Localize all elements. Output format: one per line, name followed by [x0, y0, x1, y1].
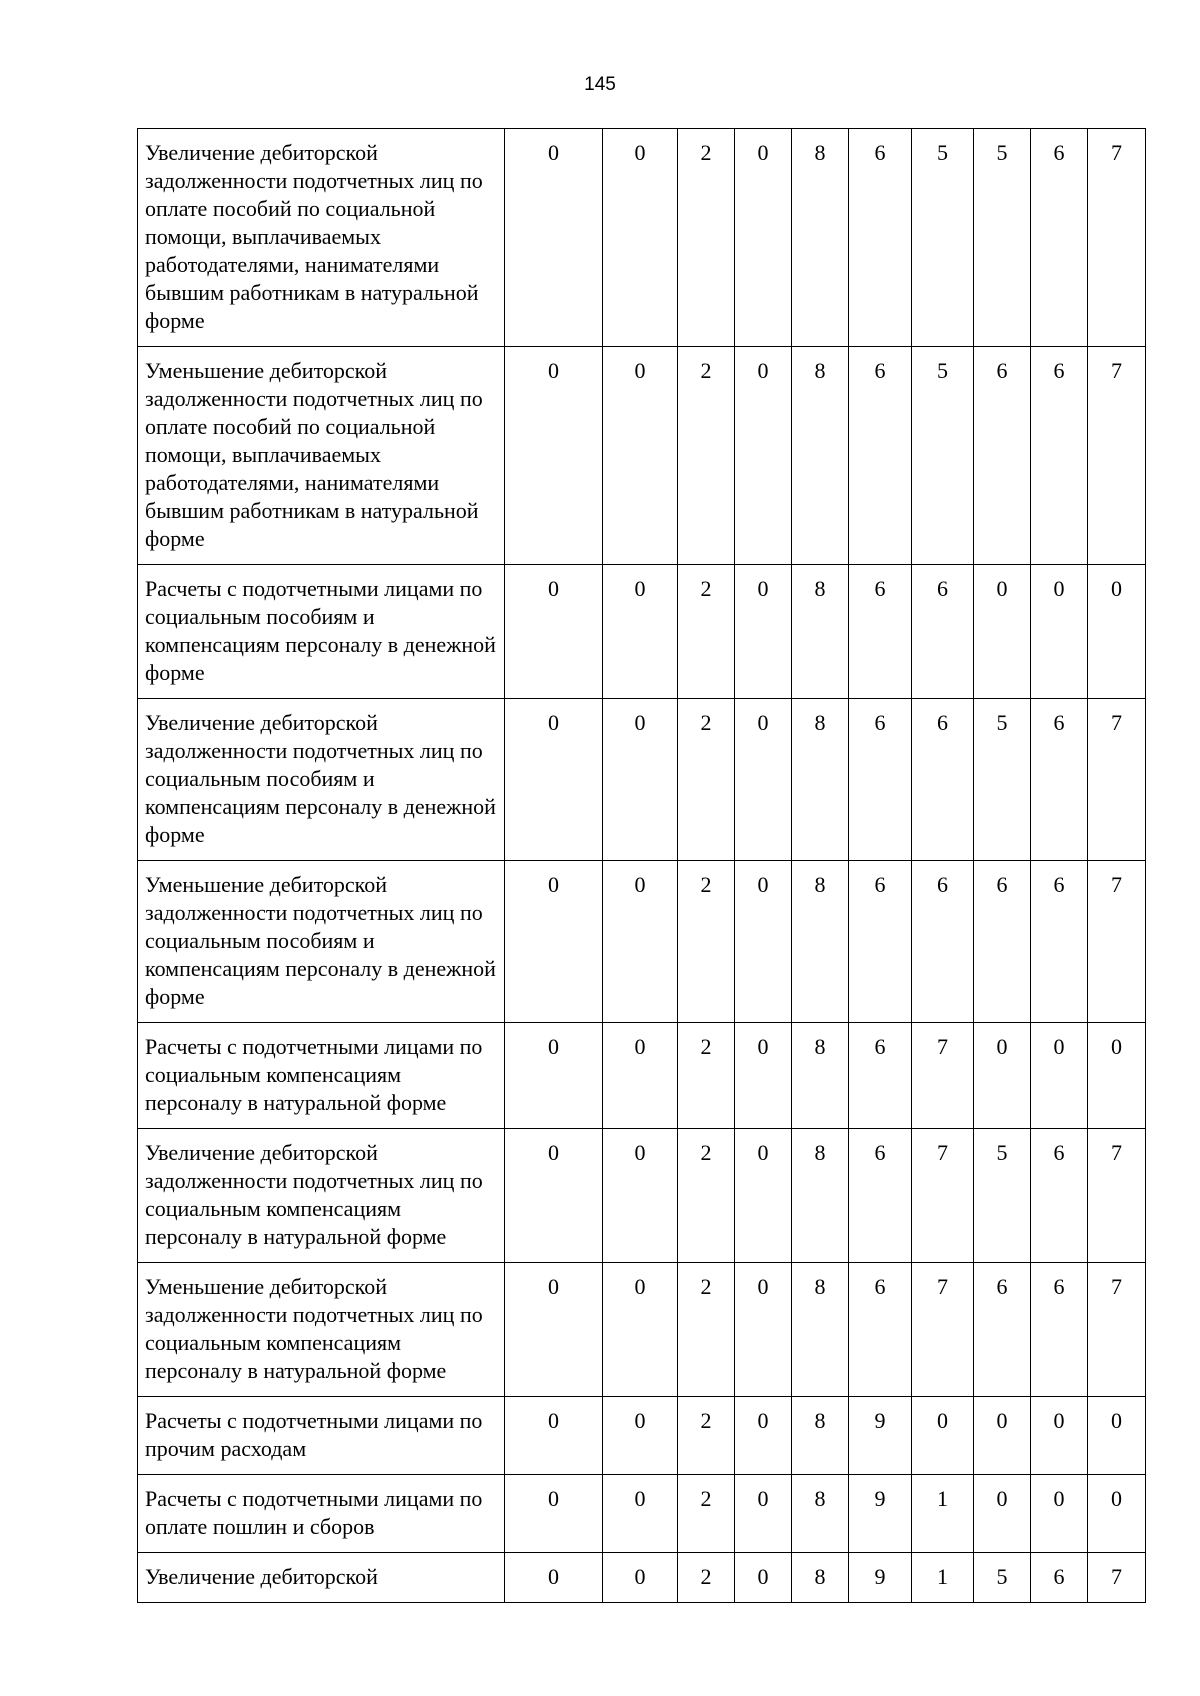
code-digit: 1: [912, 1553, 974, 1603]
code-digit: 6: [1031, 129, 1088, 347]
code-digit: 0: [735, 565, 792, 699]
code-digit: 0: [505, 699, 603, 861]
code-digit: 1: [912, 1475, 974, 1553]
code-digit: 0: [505, 1023, 603, 1129]
code-digit: 8: [792, 1475, 849, 1553]
code-digit: 0: [505, 1129, 603, 1263]
code-digit: 2: [678, 1263, 735, 1397]
code-digit: 8: [792, 861, 849, 1023]
code-digit: 6: [1031, 1129, 1088, 1263]
code-digit: 2: [678, 1397, 735, 1475]
code-digit: 2: [678, 129, 735, 347]
code-digit: 0: [603, 861, 678, 1023]
code-digit: 0: [603, 347, 678, 565]
code-digit: 8: [792, 1397, 849, 1475]
table-row: [138, 1397, 1146, 1475]
code-digit: 0: [1031, 1475, 1088, 1553]
table-row: [138, 1263, 1146, 1397]
code-digit: 6: [974, 347, 1031, 565]
row-description: Увеличение дебиторской задолженности подотчетных лиц по оплате пособий по социальной помощи, выплачиваемых работодателями, нанимателями бывшим работникам в натуральной форме: [138, 129, 505, 347]
code-digit: 0: [1031, 565, 1088, 699]
table-body: [138, 129, 1146, 1603]
code-digit: 6: [912, 565, 974, 699]
code-digit: 0: [735, 1553, 792, 1603]
row-description: Расчеты с подотчетными лицами по прочим расходам: [138, 1397, 505, 1475]
code-digit: 0: [735, 129, 792, 347]
code-digit: 0: [505, 1263, 603, 1397]
code-digit: 0: [505, 347, 603, 565]
code-digit: 7: [1088, 861, 1146, 1023]
code-digit: 2: [678, 1553, 735, 1603]
code-digit: 6: [849, 699, 912, 861]
code-digit: 7: [912, 1023, 974, 1129]
code-digit: 0: [603, 1475, 678, 1553]
code-digit: 0: [603, 1023, 678, 1129]
code-digit: 9: [849, 1397, 912, 1475]
code-digit: 0: [974, 1397, 1031, 1475]
code-digit: 7: [1088, 129, 1146, 347]
row-description: Уменьшение дебиторской задолженности подотчетных лиц по социальным пособиям и компенсациям персоналу в денежной форме: [138, 861, 505, 1023]
code-digit: 0: [1031, 1023, 1088, 1129]
code-digit: 9: [849, 1553, 912, 1603]
code-digit: 6: [849, 565, 912, 699]
code-digit: 7: [1088, 347, 1146, 565]
table-row: [138, 1553, 1146, 1603]
code-digit: 8: [792, 129, 849, 347]
code-digit: 0: [735, 1263, 792, 1397]
row-description: Расчеты с подотчетными лицами по социальным пособиям и компенсациям персоналу в денежной форме: [138, 565, 505, 699]
code-digit: 6: [849, 347, 912, 565]
code-digit: 0: [1031, 1397, 1088, 1475]
table-row: [138, 1129, 1146, 1263]
code-digit: 0: [603, 1129, 678, 1263]
code-digit: 6: [912, 861, 974, 1023]
code-digit: 7: [912, 1129, 974, 1263]
code-digit: 0: [603, 1263, 678, 1397]
row-description: Расчеты с подотчетными лицами по социальным компенсациям персоналу в натуральной форме: [138, 1023, 505, 1129]
table-row: [138, 347, 1146, 565]
code-digit: 0: [603, 699, 678, 861]
code-digit: 5: [974, 699, 1031, 861]
code-digit: 0: [603, 129, 678, 347]
code-digit: 0: [603, 1397, 678, 1475]
code-digit: 2: [678, 861, 735, 1023]
row-description: Уменьшение дебиторской задолженности подотчетных лиц по оплате пособий по социальной помощи, выплачиваемых работодателями, нанимателями бывшим работникам в натуральной форме: [138, 347, 505, 565]
code-digit: 2: [678, 1023, 735, 1129]
table-row: [138, 699, 1146, 861]
code-digit: 6: [849, 1023, 912, 1129]
code-digit: 5: [974, 1129, 1031, 1263]
table-row: [138, 129, 1146, 347]
code-digit: 0: [912, 1397, 974, 1475]
account-codes-table: [137, 128, 1146, 1603]
code-digit: 0: [735, 1023, 792, 1129]
table-row: [138, 565, 1146, 699]
code-digit: 0: [505, 129, 603, 347]
code-digit: 0: [505, 1397, 603, 1475]
code-digit: 8: [792, 1023, 849, 1129]
code-digit: 0: [505, 1475, 603, 1553]
code-digit: 8: [792, 1129, 849, 1263]
code-digit: 0: [1088, 565, 1146, 699]
code-digit: 6: [1031, 1263, 1088, 1397]
code-digit: 7: [912, 1263, 974, 1397]
page-number: 145: [584, 74, 616, 95]
code-digit: 6: [849, 1263, 912, 1397]
code-digit: 0: [505, 565, 603, 699]
row-description: Увеличение дебиторской: [138, 1553, 505, 1603]
code-digit: 2: [678, 565, 735, 699]
code-digit: 0: [603, 565, 678, 699]
code-digit: 0: [1088, 1397, 1146, 1475]
code-digit: 6: [1031, 861, 1088, 1023]
code-digit: 6: [849, 861, 912, 1023]
row-description: Увеличение дебиторской задолженности подотчетных лиц по социальным пособиям и компенсациям персоналу в денежной форме: [138, 699, 505, 861]
table-row: [138, 861, 1146, 1023]
code-digit: 8: [792, 1553, 849, 1603]
code-digit: 0: [1088, 1475, 1146, 1553]
row-description: Уменьшение дебиторской задолженности подотчетных лиц по социальным компенсациям персоналу в натуральной форме: [138, 1263, 505, 1397]
code-digit: 0: [735, 1397, 792, 1475]
code-digit: 7: [1088, 1129, 1146, 1263]
code-digit: 0: [603, 1553, 678, 1603]
code-digit: 0: [974, 1475, 1031, 1553]
code-digit: 0: [735, 1129, 792, 1263]
code-digit: 0: [974, 565, 1031, 699]
code-digit: 7: [1088, 1553, 1146, 1603]
code-digit: 6: [912, 699, 974, 861]
code-digit: 0: [735, 347, 792, 565]
code-digit: 9: [849, 1475, 912, 1553]
code-digit: 5: [974, 129, 1031, 347]
row-description: Увеличение дебиторской задолженности подотчетных лиц по социальным компенсациям персоналу в натуральной форме: [138, 1129, 505, 1263]
code-digit: 0: [505, 1553, 603, 1603]
code-digit: 0: [735, 1475, 792, 1553]
code-digit: 0: [735, 699, 792, 861]
code-digit: 6: [974, 861, 1031, 1023]
code-digit: 0: [974, 1023, 1031, 1129]
row-description: Расчеты с подотчетными лицами по оплате пошлин и сборов: [138, 1475, 505, 1553]
code-digit: 2: [678, 347, 735, 565]
code-digit: 8: [792, 347, 849, 565]
code-digit: 6: [849, 1129, 912, 1263]
code-digit: 8: [792, 1263, 849, 1397]
code-digit: 7: [1088, 699, 1146, 861]
code-digit: 5: [912, 129, 974, 347]
code-digit: 5: [912, 347, 974, 565]
code-digit: 6: [1031, 347, 1088, 565]
code-digit: 6: [849, 129, 912, 347]
table-row: [138, 1475, 1146, 1553]
code-digit: 8: [792, 565, 849, 699]
code-digit: 2: [678, 699, 735, 861]
code-digit: 2: [678, 1475, 735, 1553]
code-digit: 6: [1031, 1553, 1088, 1603]
code-digit: 0: [735, 861, 792, 1023]
code-digit: 0: [1088, 1023, 1146, 1129]
code-digit: 7: [1088, 1263, 1146, 1397]
table-row: [138, 1023, 1146, 1129]
code-digit: 6: [1031, 699, 1088, 861]
code-digit: 2: [678, 1129, 735, 1263]
code-digit: 0: [505, 861, 603, 1023]
code-digit: 5: [974, 1553, 1031, 1603]
code-digit: 6: [974, 1263, 1031, 1397]
code-digit: 8: [792, 699, 849, 861]
